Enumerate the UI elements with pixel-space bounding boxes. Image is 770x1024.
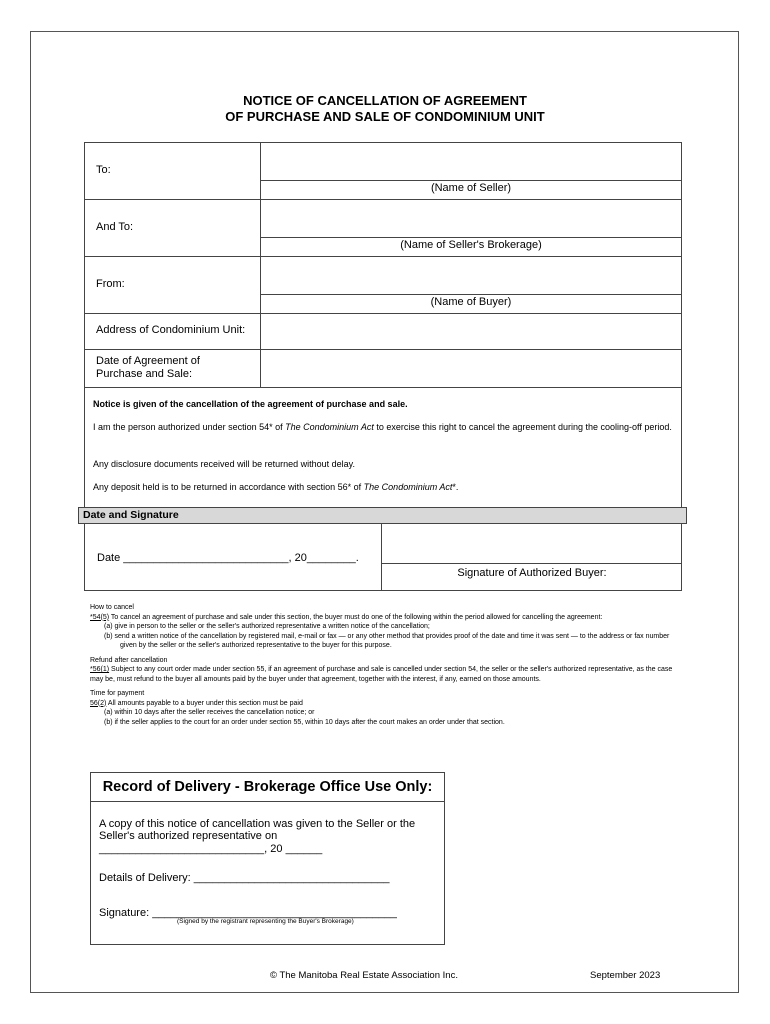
row-divider <box>85 256 681 257</box>
notice-deposit <box>93 482 673 493</box>
signed-by-caption: (Signed by the registrant representing the Buyer's Brokerage) <box>177 918 354 925</box>
record-of-delivery <box>90 772 445 945</box>
legal-notes <box>90 603 684 727</box>
payment-heading: Time for payment <box>90 690 145 697</box>
title-line-1: NOTICE OF CANCELLATION OF AGREEMENT <box>243 93 527 108</box>
row-divider <box>85 199 681 200</box>
agreement-date-label-2: Purchase and Sale: <box>96 368 193 380</box>
buyer-caption: (Name of Buyer) <box>430 296 512 308</box>
refund-heading: Refund after cancellation <box>90 656 168 664</box>
date-signature-heading: Date and Signature <box>78 507 687 524</box>
notice-authority <box>93 422 673 433</box>
date-signature-box <box>84 523 682 591</box>
record-line-2: Seller's authorized representative on <box>99 830 278 842</box>
record-line-1: A copy of this notice of cancellation was given to the Seller or the <box>99 818 416 830</box>
record-date-field[interactable]: ___________________________, 20 ______ <box>99 843 323 855</box>
record-title: Record of Delivery - Brokerage Office Use Only: <box>91 773 444 802</box>
agreement-date-label <box>96 355 200 381</box>
section-56-2-a: (a) within 10 days after the seller receives the cancellation notice; or <box>104 709 315 716</box>
date-field[interactable]: Date ___________________________, 20________. <box>97 552 359 564</box>
delivery-details-field[interactable]: Details of Delivery: ________________________________ <box>99 872 390 884</box>
section-54-5-b: (b) send a written notice of the cancellation by registered mail, e-mail or fax — or any other method that provides proof of the date and time it was sent — to the address or fax number given by the seller or the seller's authorized representative to the buyer for this purpose. <box>104 632 670 649</box>
notice-disclosure: Any disclosure documents received will be returned without delay. <box>93 459 355 469</box>
notice-deposit-b: *. <box>452 482 459 492</box>
party-form <box>84 142 682 388</box>
row-divider <box>85 349 681 350</box>
section-text: All amounts payable to a buyer under this section must be paid <box>106 699 303 707</box>
section-54-5-a: (a) give in person to the seller or the seller's authorized representative a written notice of the cancellation; <box>104 623 430 630</box>
from-label: From: <box>96 278 125 290</box>
notice-authority-b: to exercise this right to cancel the agreement during the cooling-off period. <box>373 422 672 432</box>
address-label: Address of Condominium Unit: <box>96 324 246 336</box>
buyer-line[interactable] <box>260 294 681 295</box>
agreement-date-label-1: Date of Agreement of <box>96 355 200 367</box>
to-label: To: <box>96 164 111 176</box>
notice-deposit-a: Any deposit held is to be returned in accordance with section 56* of <box>93 482 364 492</box>
row-divider <box>85 313 681 314</box>
section-ref: *56(1) <box>90 666 110 673</box>
brokerage-line[interactable] <box>260 237 681 238</box>
section-56-2-b: (b) if the seller applies to the court for an order under section 55, within 10 days after the court makes an order under that section. <box>104 718 505 726</box>
section-text: To cancel an agreement of purchase and sale under this section, the buyer must do one of the following within the period allowed for cancelling the agreement: <box>109 613 603 621</box>
section-ref: 56(2) <box>90 699 107 707</box>
section-ref: *54(5) <box>90 613 110 621</box>
signature-label: Signature of Authorized Buyer: <box>457 567 607 579</box>
and-to-label: And To: <box>96 221 134 233</box>
brokerage-caption: (Name of Seller's Brokerage) <box>400 239 542 251</box>
section-54-5 <box>90 613 684 623</box>
registrant-signature-field[interactable]: Signature: ________________________________________ <box>99 907 397 919</box>
signature-line[interactable] <box>381 563 681 564</box>
act-name: The Condominium Act <box>363 482 453 492</box>
section-56-2 <box>90 699 684 709</box>
seller-caption: (Name of Seller) <box>430 182 512 194</box>
notice-heading: Notice is given of the cancellation of the agreement of purchase and sale. <box>93 399 408 409</box>
seller-line[interactable] <box>260 180 681 181</box>
notice-authority-a: I am the person authorized under section 54* of <box>93 422 286 432</box>
document-title <box>0 93 770 125</box>
title-line-2: OF PURCHASE AND SALE OF CONDOMINIUM UNIT <box>225 109 545 124</box>
date-signature-divider <box>381 523 382 590</box>
copyright: © The Manitoba Real Estate Association Inc. <box>270 970 458 981</box>
act-name: The Condominium Act <box>285 422 374 432</box>
section-56-1 <box>90 665 684 684</box>
notice-section <box>84 387 682 508</box>
revision-date: September 2023 <box>590 970 661 981</box>
section-text: Subject to any court order made under section 55, if an agreement of purchase and sale is cancelled under section 54, the seller or the seller's authorized representative, as the case may be, must refund to the buyer all amounts paid by the buyer under that agreement, together with the interest, if any, earned on those amounts. <box>90 666 673 683</box>
how-to-cancel-heading: How to cancel <box>90 604 134 611</box>
